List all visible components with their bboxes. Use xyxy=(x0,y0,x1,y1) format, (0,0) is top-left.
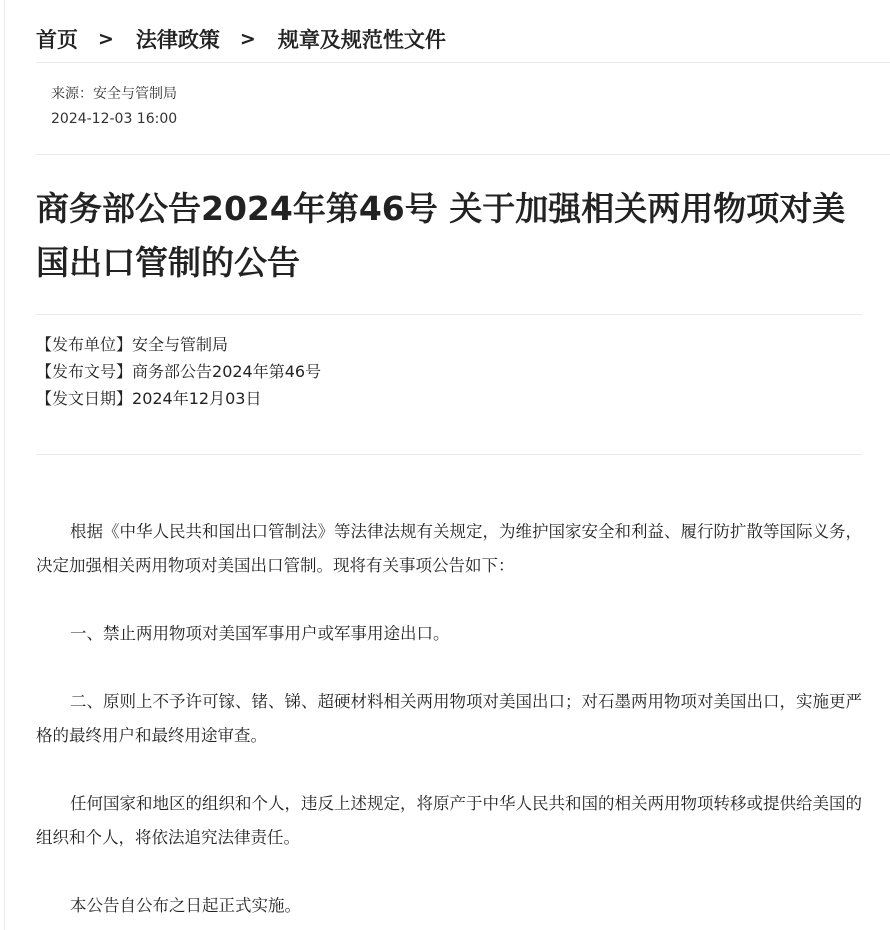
issuing-unit-row xyxy=(36,331,321,358)
meta-divider xyxy=(36,154,890,155)
breadcrumb-law-policy-link[interactable]: 法律政策 xyxy=(135,28,220,52)
breadcrumb-divider xyxy=(36,62,890,63)
title-divider xyxy=(36,314,862,315)
body-paragraph: 本公告自公布之日起正式实施。 xyxy=(70,896,301,915)
breadcrumb-separator: > xyxy=(98,28,114,50)
document-number-row xyxy=(36,358,321,385)
body-paragraph: 一、禁止两用物项对美国军事用户或军事用途出口。 xyxy=(70,624,450,643)
issuing-unit-value: 安全与管制局 xyxy=(132,335,229,354)
document-number-value: 商务部公告2024年第46号 xyxy=(132,362,322,381)
document-info xyxy=(36,331,321,412)
breadcrumb-regulations-link[interactable]: 规章及规范性文件 xyxy=(277,28,446,52)
body-paragraph: 二、原则上不予许可镓、锗、锑、超硬材料相关两用物项对美国出口；对石墨两用物项对美国出口，实施更严格的最终用户和最终用途审查。 xyxy=(36,692,862,745)
document-number-label: 【发布文号】 xyxy=(36,362,133,381)
body-paragraph: 任何国家和地区的组织和个人，违反上述规定，将原产于中华人民共和国的相关两用物项转移或提供给美国的组织和个人，将依法追究法律责任。 xyxy=(36,794,862,847)
body-paragraph: 根据《中华人民共和国出口管制法》等法律法规有关规定，为维护国家安全和利益、履行防扩散等国际义务，决定加强相关两用物项对美国出口管制。现将有关事项公告如下： xyxy=(36,522,862,575)
publish-datetime: 2024-12-03 16:00 xyxy=(51,111,178,127)
breadcrumb-separator: > xyxy=(239,28,256,50)
source-label: 来源：安全与管制局 xyxy=(51,86,177,102)
breadcrumb-home-link[interactable]: 首页 xyxy=(36,28,78,52)
breadcrumb xyxy=(36,22,446,56)
issuing-unit-label: 【发布单位】 xyxy=(36,335,133,354)
issue-date-row xyxy=(36,385,321,412)
page-title: 商务部公告2024年第46号 关于加强相关两用物项对美国出口管制的公告 xyxy=(36,189,846,282)
info-divider xyxy=(36,454,862,455)
issue-date-label: 【发文日期】 xyxy=(36,389,133,408)
issue-date-value: 2024年12月03日 xyxy=(132,389,262,408)
left-border xyxy=(4,0,5,930)
